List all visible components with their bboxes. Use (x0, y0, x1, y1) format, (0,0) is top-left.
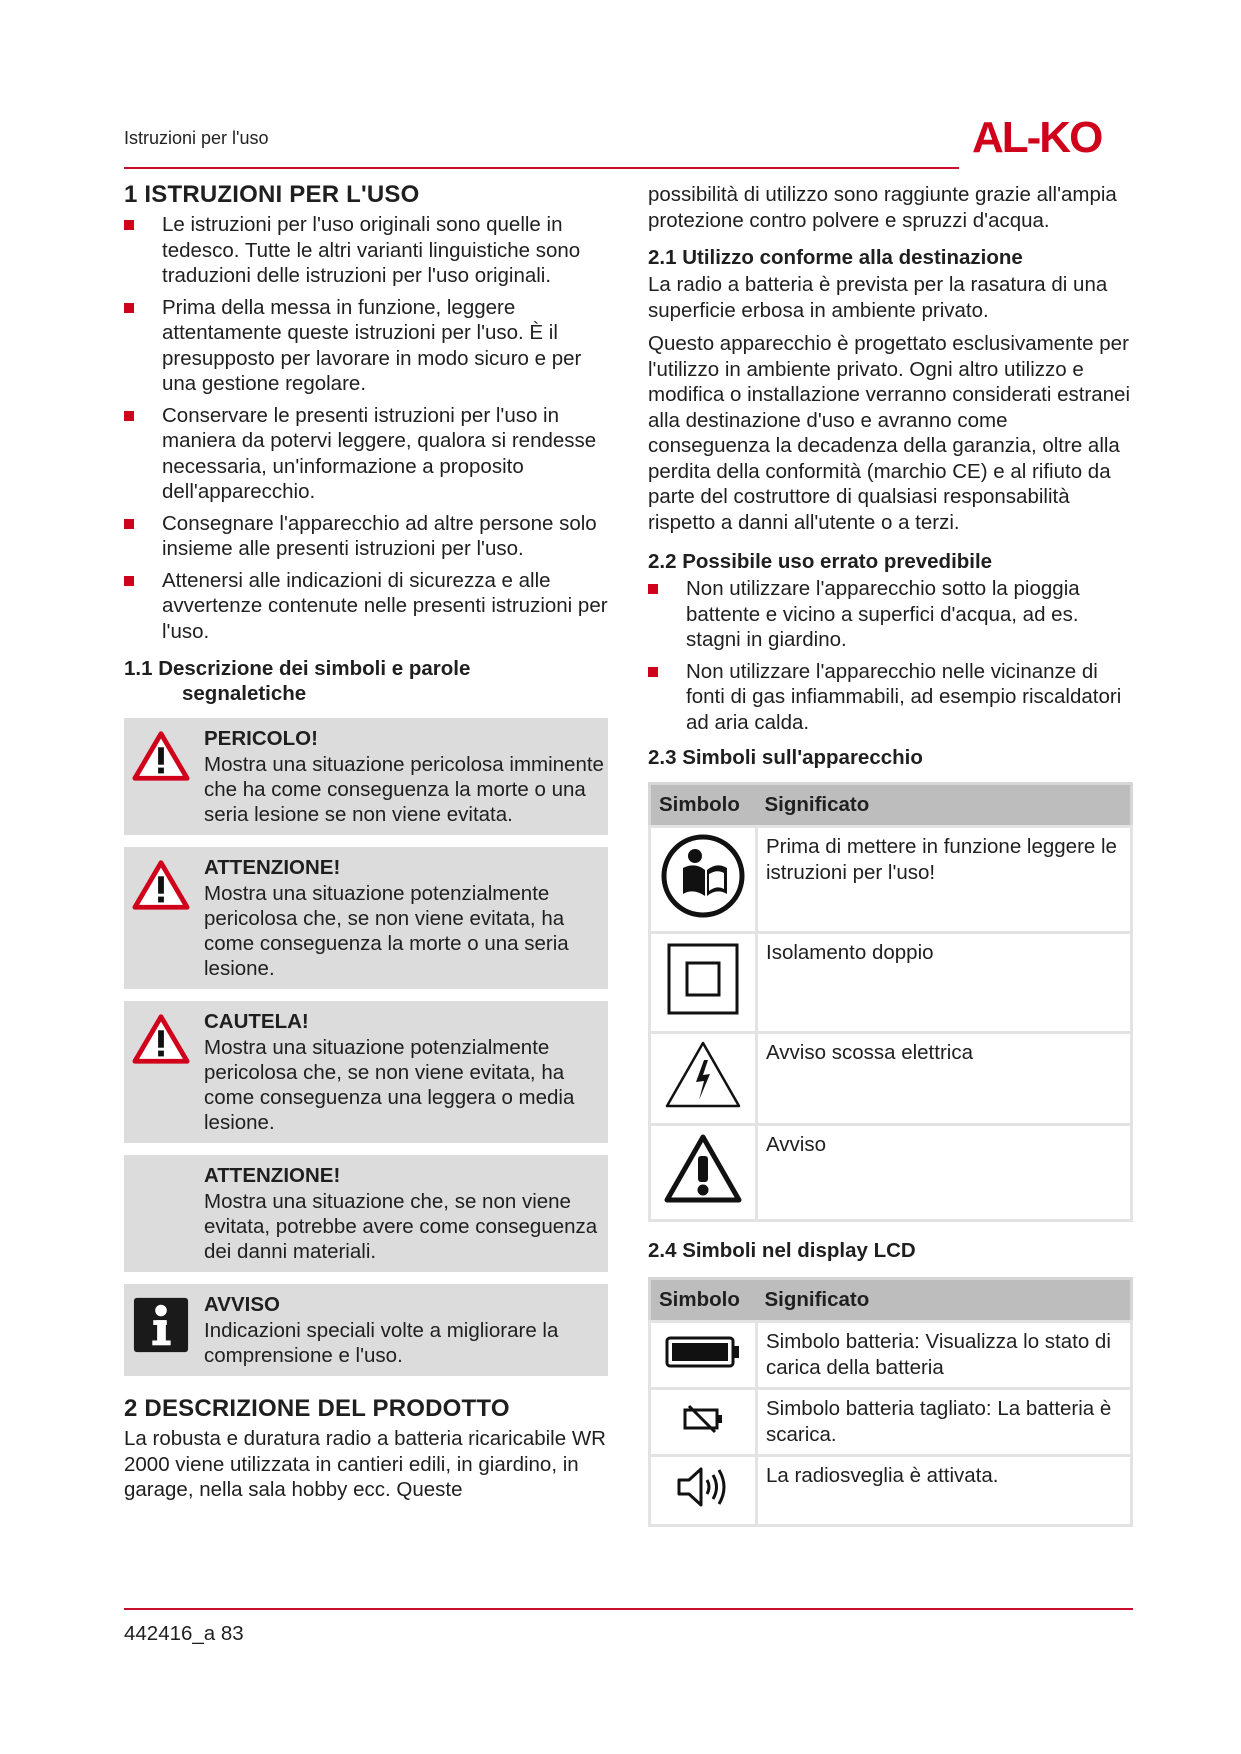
meaning-cell: Prima di mettere in funzione leggere le istruzioni per l'uso! (757, 827, 1132, 933)
lcd-symbols-table (648, 1277, 1133, 1527)
warning-title: PERICOLO! (204, 727, 318, 750)
symbol-cell (650, 1456, 757, 1526)
left-column (124, 180, 608, 1503)
symbol-cell (650, 1033, 757, 1125)
electric-shock-warning-icon (664, 1040, 742, 1110)
battery-icon (665, 1335, 741, 1369)
list-item: Le istruzioni per l'uso originali sono quelle in tedesco. Tutte le altri varianti linguistiche sono traduzioni delle istruzioni per l'uso originali. (124, 212, 608, 289)
section-2-2-title: 2.2 Possibile uso errato prevedibile (648, 550, 993, 573)
symbol-cell (650, 1322, 757, 1389)
column-header-symbol: Simbolo (650, 784, 757, 827)
meaning-cell: Avviso scossa elettrica (757, 1033, 1132, 1125)
list-item: Consegnare l'apparecchio ad altre persone solo insieme alle presenti istruzioni per l'uso. (124, 511, 608, 562)
section-2-1-paragraph-2: Questo apparecchio è progettato esclusivamente per l'utilizzo in ambiente privato. Ogni altro utilizzo e modifica o installazione verranno considerati estranei alla destinazione d'uso e avranno come conseguenza la decadenza della garanzia, oltre alla perdita della conformità (marchio CE) e al rifiuto da parte del costruttore di qualsiasi responsabilità rispetto a danni all'utente o a terzi. (648, 332, 1131, 534)
section-2-4-title: 2.4 Simboli nel display LCD (648, 1239, 916, 1262)
footer-page-ref: 442416_a 83 (124, 1622, 244, 1645)
section-1-title: 1 ISTRUZIONI PER L'USO (124, 181, 420, 208)
warning-text: Mostra una situazione potenzialmente pericolosa che, se non viene evitata, ha come conseguenza la morte o una seria lesione. (204, 882, 569, 980)
section-1-1-title: 1.1 Descrizione dei simboli e parole segnaletiche (124, 657, 471, 705)
meaning-cell: Simbolo batteria: Visualizza lo stato di carica della batteria (757, 1322, 1132, 1389)
table-row (650, 933, 1132, 1033)
table-header-row (650, 784, 1132, 827)
header-rule (124, 167, 959, 169)
symbol-cell (650, 827, 757, 933)
footer-rule (124, 1608, 1133, 1610)
section-2-1-title: 2.1 Utilizzo conforme alla destinazione (648, 246, 1023, 269)
bullet-square-icon (648, 584, 658, 594)
list-item: Conservare le presenti istruzioni per l'uso in maniera da potervi leggere, qualora si rendesse necessaria, un'informazione a proposito dell'apparecchio. (124, 403, 608, 505)
table-row (650, 1389, 1132, 1456)
table-row (650, 1456, 1132, 1526)
table-row (650, 1322, 1132, 1389)
warning-title: ATTENZIONE! (204, 856, 341, 879)
bullet-square-icon (124, 303, 134, 313)
column-header-meaning: Significato (757, 1279, 1132, 1322)
battery-crossed-icon (681, 1402, 725, 1436)
right-column (648, 182, 1133, 1527)
list-item: Prima della messa in funzione, leggere attentamente queste istruzioni per l'uso. È il presupposto per lavorare in modo sicuro e per una gestione regolare. (124, 295, 608, 397)
warning-text: Indicazioni speciali volte a migliorare la comprensione e l'uso. (204, 1319, 559, 1367)
section-2-1-paragraph-1: La radio a batteria è prevista per la rasatura di una superficie erbosa in ambiente privato. (648, 273, 1108, 322)
meaning-cell: Avviso (757, 1125, 1132, 1221)
read-manual-icon (661, 834, 745, 918)
speaker-alarm-icon (675, 1464, 731, 1510)
list-item: Non utilizzare l'apparecchio nelle vicinanze di fonti di gas infiammabili, ad esempio riscaldatori ad aria calda. (648, 659, 1133, 736)
section-2-2-bullets (648, 576, 1133, 735)
logo-text: AL-KO (972, 113, 1102, 162)
symbol-cell (650, 1125, 757, 1221)
device-symbols-table (648, 782, 1133, 1222)
bullet-square-icon (124, 576, 134, 586)
warning-box-avviso (124, 1284, 608, 1376)
meaning-cell: Simbolo batteria tagliato: La batteria è scarica. (757, 1389, 1132, 1456)
table-row (650, 827, 1132, 933)
warning-boxes (124, 718, 608, 1376)
warning-text: Mostra una situazione potenzialmente pericolosa che, se non viene evitata, ha come conseguenza una leggera o media lesione. (204, 1036, 575, 1134)
warning-triangle-icon (132, 859, 190, 911)
section-1-bullets (124, 212, 608, 644)
table-header-row (650, 1279, 1132, 1322)
warning-icon (664, 1134, 742, 1204)
double-insulation-icon (666, 942, 740, 1016)
table-row (650, 1033, 1132, 1125)
info-icon (132, 1296, 190, 1354)
warning-title: CAUTELA! (204, 1010, 309, 1033)
warning-title: AVVISO (204, 1293, 280, 1316)
meaning-cell: Isolamento doppio (757, 933, 1132, 1033)
list-item: Non utilizzare l'apparecchio sotto la pioggia battente e vicino a superfici d'acqua, ad es. stagni in giardino. (648, 576, 1133, 653)
section-2-intro: La robusta e duratura radio a batteria ricaricabile WR 2000 viene utilizzata in cantieri edili, in giardino, in garage, nella sala hobby ecc. Queste (124, 1427, 606, 1501)
column-header-meaning: Significato (757, 784, 1132, 827)
bullet-square-icon (124, 220, 134, 230)
warning-triangle-icon (132, 1013, 190, 1065)
table-row (650, 1125, 1132, 1221)
section-2-title: 2 DESCRIZIONE DEL PRODOTTO (124, 1395, 510, 1422)
bullet-square-icon (124, 411, 134, 421)
bullet-square-icon (124, 519, 134, 529)
warning-text: Mostra una situazione che, se non viene evitata, potrebbe avere come conseguenza dei danni materiali. (204, 1190, 598, 1263)
warning-box-attenzione (124, 847, 608, 989)
symbol-cell (650, 1389, 757, 1456)
warning-triangle-icon (132, 730, 190, 782)
list-item: Attenersi alle indicazioni di sicurezza e alle avvertenze contenute nelle presenti istruzioni per l'uso. (124, 568, 608, 645)
header-title: Istruzioni per l'uso (124, 128, 269, 148)
meaning-cell: La radiosveglia è attivata. (757, 1456, 1132, 1526)
section-2-3-title: 2.3 Simboli sull'apparecchio (648, 746, 923, 769)
al-ko-logo (970, 112, 1130, 162)
bullet-square-icon (648, 667, 658, 677)
column-header-symbol: Simbolo (650, 1279, 757, 1322)
warning-text: Mostra una situazione pericolosa imminente che ha come conseguenza la morte o una seria lesione se non viene evitata. (204, 753, 604, 826)
section-2-intro-continued: possibilità di utilizzo sono raggiunte grazie all'ampia protezione contro polvere e spruzzi d'acqua. (648, 183, 1117, 232)
warning-title: ATTENZIONE! (204, 1164, 341, 1187)
warning-box-attenzione-damage (124, 1155, 608, 1272)
symbol-cell (650, 933, 757, 1033)
warning-box-cautela (124, 1001, 608, 1143)
warning-box-pericolo (124, 718, 608, 835)
